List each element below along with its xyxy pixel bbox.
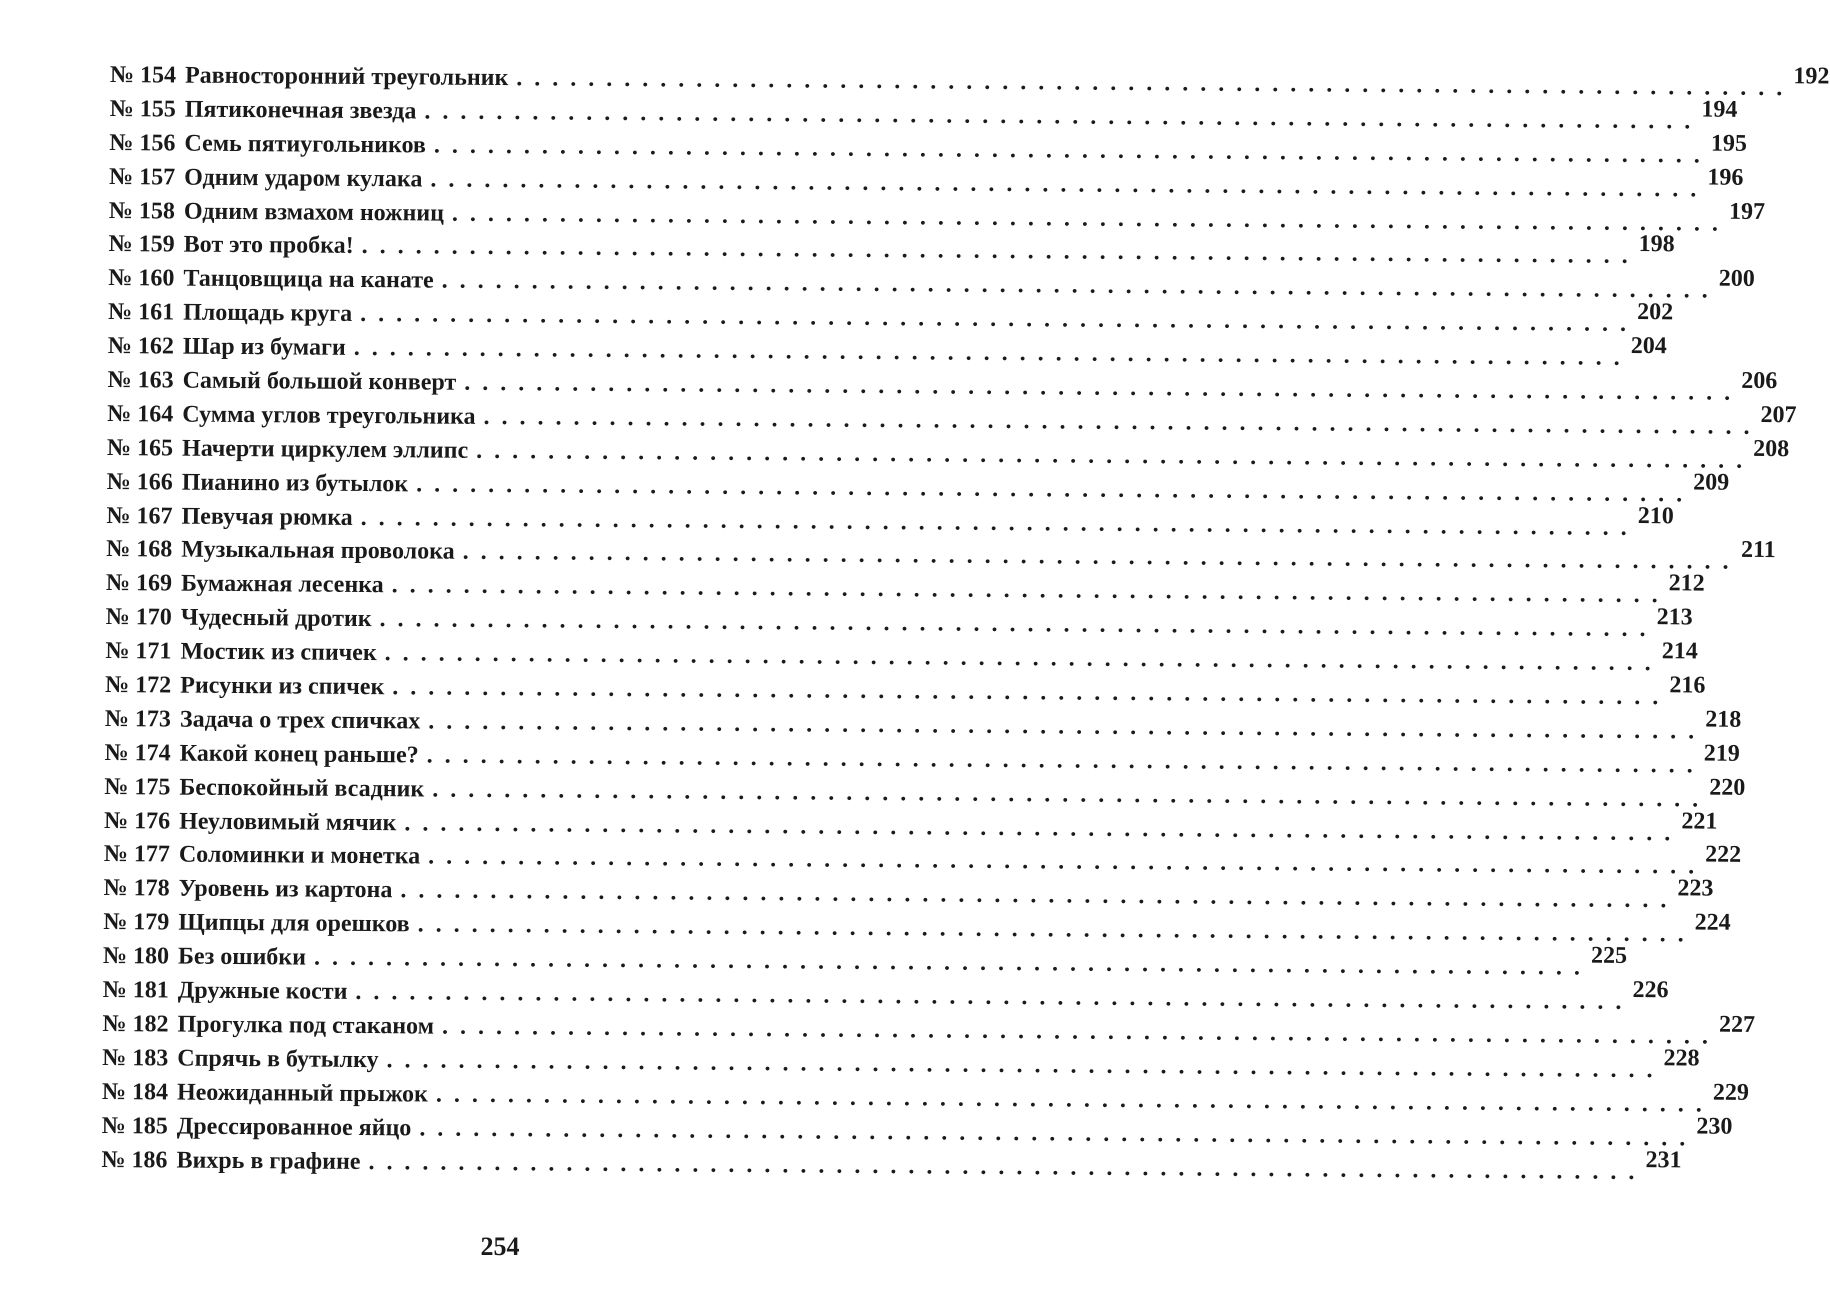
toc-leader-dots: . . . . . . . . . . . . . . . . . . . . . . . . . . . . . . . . . . . . . . . . . . . . . . . . . . . . . . . . . . . . . . . . . . . . . . .	[353, 335, 1623, 372]
toc-entry-title: Задача о трех спичках	[179, 706, 421, 735]
toc-entry-page: 210	[1637, 502, 1674, 529]
toc-entry-page: 231	[1645, 1146, 1682, 1173]
toc-leader-dots: . . . . . . . . . . . . . . . . . . . . . . . . . . . . . . . . . . . . . . . . . . . . . . . . . . . . . . . . . . . . . . . . . . . . . . .	[424, 98, 1694, 135]
toc-entry-number: № 184	[101, 1078, 169, 1106]
toc-entry-number: № 173	[104, 705, 172, 733]
toc-entry-page: 204	[1630, 333, 1667, 360]
toc-entry-number: № 180	[102, 943, 170, 970]
toc-leader-dots: . . . . . . . . . . . . . . . . . . . . . . . . . . . . . . . . . . . . . . . . . . . . . . . . . . . . . . . . . . . . . . . . . . . . . . .	[435, 1081, 1705, 1118]
toc-leader-dots: . . . . . . . . . . . . . . . . . . . . . . . . . . . . . . . . . . . . . . . . . . . . . . . . . . . . . . . . . . . . . . . . . . . . . . .	[430, 166, 1700, 203]
toc-entry-page: 226	[1632, 977, 1669, 1004]
toc-entry-page: 223	[1677, 875, 1714, 902]
toc-entry-page: 227	[1718, 1011, 1756, 1038]
toc-entry-number: № 186	[101, 1146, 168, 1173]
toc-entry-page: 207	[1760, 401, 1797, 429]
toc-leader-dots: . . . . . . . . . . . . . . . . . . . . . . . . . . . . . . . . . . . . . . . . . . . . . . . . . . . . . . . . . . . . . . . . . . . . . . .	[464, 369, 1734, 406]
toc-leader-dots: . . . . . . . . . . . . . . . . . . . . . . . . . . . . . . . . . . . . . . . . . . . . . . . . . . . . . . . . . . . . . . . . . . . . . . .	[379, 606, 1649, 643]
toc-entry-page: 214	[1661, 638, 1698, 665]
toc-leader-dots: . . . . . . . . . . . . . . . . . . . . . . . . . . . . . . . . . . . . . . . . . . . . . . . . . . . . . . . . . . . . . . . . . . . . . . .	[361, 233, 1631, 270]
toc-entry-page: 230	[1696, 1113, 1733, 1140]
toc-leader-dots: . . . . . . . . . . . . . . . . . . . . . . . . . . . . . . . . . . . . . . . . . . . . . . . . . . . . . . . . . . . . . . . . . . . . . . .	[392, 674, 1662, 711]
toc-entry-title: Щипцы для орешков	[178, 909, 410, 938]
toc-leader-dots: . . . . . . . . . . . . . . . . . . . . . . . . . . . . . . . . . . . . . . . . . . . . . . . . . . . . . . . . . . . . . . . . . . . . . . .	[404, 809, 1674, 846]
toc-entry-page: 196	[1707, 164, 1744, 191]
toc-entry-title: Вихрь в графине	[176, 1147, 361, 1175]
toc-leader-dots: . . . . . . . . . . . . . . . . . . . . . . . . . . . . . . . . . . . . . . . . . . . . . . . . . . . . . . . . . . . . . . . . . . . . . . .	[386, 1047, 1656, 1083]
toc-entry-title: Спрячь в бутылку	[177, 1045, 379, 1073]
toc-entry-page: 208	[1753, 435, 1790, 462]
toc-leader-dots: . . . . . . . . . . . . . . . . . . . . . . . . . . . . . . . . . . . . . . . . . . . . . . . . . . . . . . . . . . . . . . . . . . . . . . .	[416, 471, 1686, 508]
toc-entry-title: Пианино из бутылок	[181, 469, 409, 498]
toc-leader-dots: . . . . . . . . . . . . . . . . . . . . . . . . . . . . . . . . . . . . . . . . . . . . . . . . . . . . . . . . . . . . . . . . . . . . . . .	[428, 844, 1698, 880]
toc-entry-number: № 154	[109, 62, 177, 89]
toc-entry-title: Шар из бумаги	[182, 333, 346, 361]
toc-entry-title: Бумажная лесенка	[180, 570, 384, 599]
toc-entry-page: 206	[1741, 367, 1778, 395]
toc-entry-number: № 171	[105, 638, 172, 665]
toc-entry-title: Певучая рюмка	[181, 503, 353, 531]
toc-entry-number: № 175	[104, 773, 171, 801]
toc-entry-title: Без ошибки	[177, 943, 307, 971]
toc-entry-title: Вот это пробка!	[183, 232, 354, 260]
toc-leader-dots: . . . . . . . . . . . . . . . . . . . . . . . . . . . . . . . . . . . . . . . . . . . . . . . . . . . . . . . . . . . . . . . . . . . . . . .	[391, 572, 1661, 609]
toc-entry-title: Равносторонний треугольник	[184, 62, 509, 92]
toc-entry-number: № 166	[106, 468, 173, 496]
toc-leader-dots: . . . . . . . . . . . . . . . . . . . . . . . . . . . . . . . . . . . . . . . . . . . . . . . . . . . . . . . . . . . . . . . . . . . . . . .	[355, 979, 1625, 1015]
toc-entry-title: Семь пятиугольников	[184, 130, 427, 159]
toc-entry-page: 194	[1701, 96, 1738, 123]
toc-entry-page: 195	[1710, 130, 1748, 157]
toc-leader-dots: . . . . . . . . . . . . . . . . . . . . . . . . . . . . . . . . . . . . . . . . . . . . . . . . . . . . . . . . . . . . . . . . . . . . . . .	[476, 437, 1746, 474]
toc-list	[101, 62, 1830, 1187]
toc-entry-number: № 170	[105, 604, 172, 631]
toc-entry-title: Уровень из картона	[178, 875, 393, 904]
toc-entry-title: Неожиданный прыжок	[176, 1079, 429, 1108]
toc-entry-page: 209	[1693, 469, 1730, 496]
toc-leader-dots: . . . . . . . . . . . . . . . . . . . . . . . . . . . . . . . . . . . . . . . . . . . . . . . . . . . . . . . . . . . . . . . . . . . . . . .	[483, 403, 1753, 440]
toc-entry-number: № 174	[104, 739, 171, 767]
toc-entry-page: 192	[1793, 63, 1830, 90]
toc-entry-title: Пятиконечная звезда	[184, 96, 417, 125]
toc-entry-title: Неуловимый мячик	[179, 808, 397, 836]
toc-entry-title: Мостик из спичек	[180, 638, 377, 667]
toc-entry-title: Рисунки из спичек	[180, 672, 385, 701]
toc-entry-page: 197	[1728, 198, 1766, 225]
toc-entry-number: № 168	[106, 536, 173, 563]
toc-entry-number: № 176	[103, 807, 171, 835]
toc-entry-page: 218	[1705, 706, 1742, 733]
toc-entry-number: № 163	[107, 367, 174, 394]
table-of-contents	[101, 62, 1830, 1187]
toc-entry-title: Начерти циркулем эллипс	[181, 435, 469, 464]
toc-leader-dots: . . . . . . . . . . . . . . . . . . . . . . . . . . . . . . . . . . . . . . . . . . . . . . . . . . . . . . . . . . . . . . . . . . . . . . .	[419, 1115, 1689, 1152]
toc-entry-title: Прогулка под стаканом	[177, 1011, 435, 1040]
toc-entry-page: 229	[1712, 1079, 1750, 1106]
toc-leader-dots: . . . . . . . . . . . . . . . . . . . . . . . . . . . . . . . . . . . . . . . . . . . . . . . . . . . . . . . . . . . . . . . . . . . . . . .	[417, 911, 1687, 948]
toc-entry-page: 212	[1668, 570, 1705, 597]
toc-leader-dots: . . . . . . . . . . . . . . . . . . . . . . . . . . . . . . . . . . . . . . . . . . . . . . . . . . . . . . . . . . . . . . . . . . . . . . .	[428, 708, 1698, 745]
toc-entry-number: № 164	[107, 400, 174, 428]
toc-entry-page: 216	[1669, 672, 1706, 699]
toc-entry-number: № 183	[102, 1044, 169, 1072]
toc-leader-dots: . . . . . . . . . . . . . . . . . . . . . . . . . . . . . . . . . . . . . . . . . . . . . . . . . . . . . . . . . . . . . . . . . . . . . . .	[451, 200, 1722, 237]
toc-entry-number: № 182	[102, 1010, 169, 1038]
toc-entry-page: 221	[1681, 807, 1718, 835]
toc-leader-dots: . . . . . . . . . . . . . . . . . . . . . . . . . . . . . . . . . . . . . . . . . . . . . . . . . . . . . . . . . . . . . . . . . . . . . . .	[441, 267, 1711, 304]
toc-entry-page: 219	[1703, 740, 1740, 767]
toc-entry-number: № 160	[108, 265, 175, 292]
toc-leader-dots: . . . . . . . . . . . . . . . . . . . . . . . . . . . . . . . . . . . . . . . . . . . . . . . . . . . . . . . . . . . . . . . . . . . . . . .	[313, 944, 1584, 981]
toc-entry-number: № 158	[108, 197, 176, 225]
toc-entry-page: 202	[1637, 299, 1674, 326]
toc-entry-number: № 162	[107, 333, 174, 360]
toc-entry-page: 224	[1694, 909, 1731, 937]
toc-entry-title: Чудесный дротик	[180, 604, 372, 633]
toc-entry-page: 213	[1656, 604, 1693, 631]
toc-entry-number: № 172	[105, 672, 172, 699]
toc-entry-number: № 159	[108, 231, 175, 258]
toc-entry-title: Площадь круга	[183, 299, 353, 328]
toc-entry-page: 200	[1718, 265, 1755, 293]
toc-entry-number: № 161	[107, 299, 175, 326]
toc-entry	[101, 1146, 1682, 1186]
toc-entry-title: Самый большой конверт	[182, 367, 457, 396]
page-number: 254	[480, 1232, 520, 1261]
toc-entry-title: Какой конец раньше?	[179, 740, 419, 769]
toc-entry-title: Одним взмахом ножниц	[183, 198, 445, 227]
toc-leader-dots: . . . . . . . . . . . . . . . . . . . . . . . . . . . . . . . . . . . . . . . . . . . . . . . . . . . . . . . . . . . . . . . . . . . . . . .	[384, 640, 1654, 677]
toc-entry-number: № 165	[106, 434, 174, 462]
toc-entry-number: № 177	[103, 841, 171, 868]
toc-entry-title: Одним ударом кулака	[184, 164, 423, 193]
toc-entry-page: 225	[1590, 942, 1628, 970]
toc-leader-dots: . . . . . . . . . . . . . . . . . . . . . . . . . . . . . . . . . . . . . . . . . . . . . . . . . . . . . . . . . . . . . . . . . . . . . . .	[433, 132, 1703, 169]
toc-entry-number: № 169	[105, 570, 173, 597]
toc-entry-page: 222	[1705, 842, 1742, 869]
toc-entry-title: Танцовщица на канате	[183, 265, 434, 294]
toc-entry-number: № 156	[109, 129, 176, 157]
toc-leader-dots: . . . . . . . . . . . . . . . . . . . . . . . . . . . . . . . . . . . . . . . . . . . . . . . . . . . . . . . . . . . . . . . . . . . . . . .	[432, 776, 1702, 813]
toc-leader-dots: . . . . . . . . . . . . . . . . . . . . . . . . . . . . . . . . . . . . . . . . . . . . . . . . . . . . . . . . . . . . . . . . . . . . . . .	[400, 877, 1670, 914]
toc-entry-title: Беспокойный всадник	[179, 774, 425, 803]
toc-entry-page: 228	[1663, 1045, 1700, 1072]
toc-entry-title: Сумма углов треугольника	[182, 401, 476, 430]
toc-leader-dots: . . . . . . . . . . . . . . . . . . . . . . . . . . . . . . . . . . . . . . . . . . . . . . . . . . . . . . . . . . . . . . . . . . . . . . .	[360, 504, 1630, 541]
toc-leader-dots: . . . . . . . . . . . . . . . . . . . . . . . . . . . . . . . . . . . . . . . . . . . . . . . . . . . . . . . . . . . . . . . . . . . . . . .	[441, 1013, 1712, 1050]
toc-entry-page: 220	[1709, 774, 1746, 801]
toc-entry-title: Музыкальная проволока	[181, 537, 455, 566]
toc-entry-number: № 178	[103, 875, 170, 902]
toc-entry-page: 211	[1740, 537, 1776, 564]
toc-entry-title: Дружные кости	[177, 977, 348, 1005]
toc-leader-dots: . . . . . . . . . . . . . . . . . . . . . . . . . . . . . . . . . . . . . . . . . . . . . . . . . . . . . . . . . . . . . . . . . . . . . . .	[360, 301, 1630, 338]
toc-entry-number: № 185	[101, 1112, 168, 1140]
toc-entry-number: № 167	[106, 502, 173, 530]
toc-entry-number: № 155	[109, 95, 176, 123]
toc-leader-dots: . . . . . . . . . . . . . . . . . . . . . . . . . . . . . . . . . . . . . . . . . . . . . . . . . . . . . . . . . . . . . . . . . . . . . . .	[516, 65, 1786, 102]
toc-leader-dots: . . . . . . . . . . . . . . . . . . . . . . . . . . . . . . . . . . . . . . . . . . . . . . . . . . . . . . . . . . . . . . . . . . . . . . .	[368, 1148, 1638, 1185]
toc-entry-title: Соломинки и монетка	[178, 842, 421, 870]
toc-entry-number: № 157	[108, 163, 176, 191]
toc-leader-dots: . . . . . . . . . . . . . . . . . . . . . . . . . . . . . . . . . . . . . . . . . . . . . . . . . . . . . . . . . . . . . . . . . . . . . . .	[426, 742, 1696, 779]
toc-leader-dots: . . . . . . . . . . . . . . . . . . . . . . . . . . . . . . . . . . . . . . . . . . . . . . . . . . . . . . . . . . . . . . . . . . . . . . .	[462, 539, 1732, 576]
toc-entry-number: № 181	[102, 977, 169, 1004]
toc-entry-number: № 179	[103, 909, 170, 936]
toc-entry-page: 198	[1638, 231, 1675, 258]
toc-entry-title: Дрессированное яйцо	[176, 1113, 412, 1142]
